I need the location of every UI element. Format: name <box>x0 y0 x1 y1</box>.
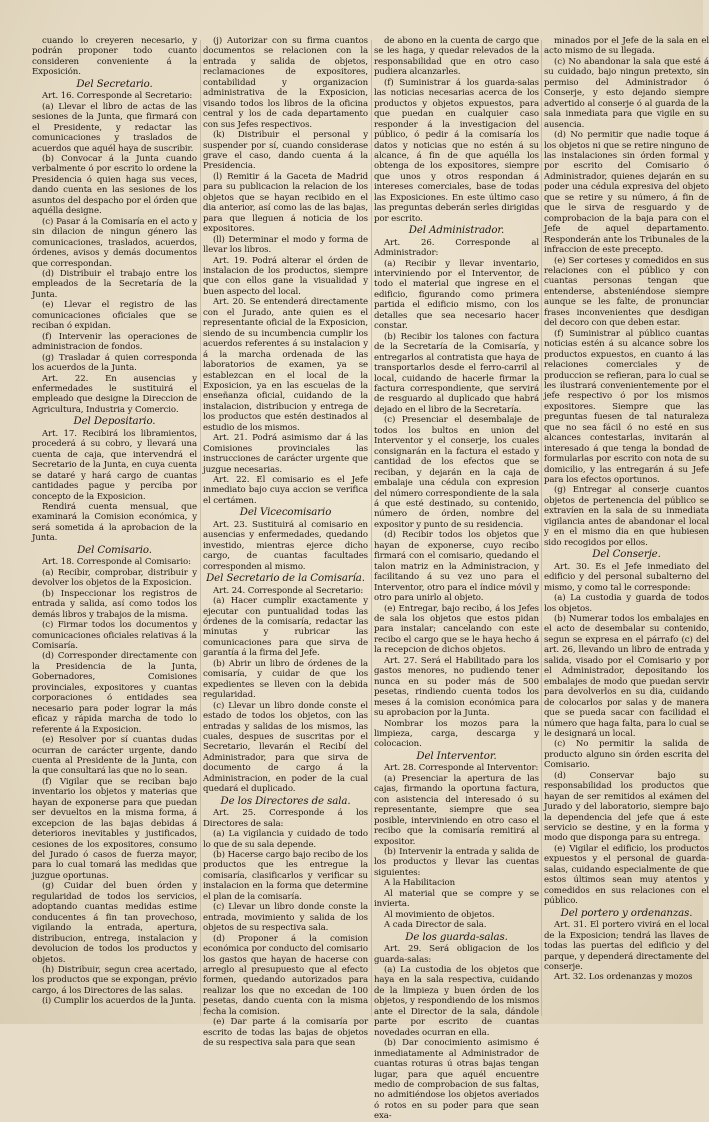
paragraph: Art. 18. Corresponde al Comisario: <box>42 557 191 568</box>
paragraph: (b) Abrir un libro de órdenes de la comisaría, y cuidar de que los expedientes se lleven con la debida regularidad. <box>203 658 368 701</box>
paragraph: (h) Distribuir, segun crea acertado, los productos que se expongan, prévio cargo, á los Directores de las salas. <box>32 965 197 996</box>
paragraph: Art. 24. Corresponde al Secretario: <box>213 585 364 596</box>
paragraph: (d) No permitir que nadie toque á los objetos ni que se retire ninguno de las instalaciones sin órden formal y por escrito del Comisario ó Administrador, quienes dejarán en su poder una cédula expresiva del objeto que se retire y su número, á fin de que le sirva de resguardo y de comprobacion de la baja para con el Jefe de aquel departamento. Responderán ante los Tribunales de la infraccion de este precepto. <box>544 130 709 256</box>
paragraph: (c) Llevar un libro donde conste la entrada, movimiento y salida de los objetos de su respectiva sala. <box>203 902 368 934</box>
paragraph: (i) Cumplir los acuerdos de la Junta. <box>42 996 196 1007</box>
paragraph: de abono en la cuenta de cargo que se les haga, y quedar relevados de la responsabilidad que en otro caso pudiera alcanzarles. <box>374 36 539 78</box>
paragraph: Art. 31. El portero vivirá en el local de la Exposicion; tendrá las llaves de todas las puertas del edificio y del parque, y dependerá directamente del conserje. <box>544 920 709 972</box>
paragraph: (a) Recibir, comprobar, distribuir y devolver los objetos de la Exposicion. <box>32 567 197 589</box>
section-heading: De los guarda-salas. <box>405 931 508 943</box>
paragraph: (b) Convocar á la Junta cuando verbalmente ó por escrito lo ordene la Presidencia ó quien haga sus veces, dando cuenta en las sesiones de los asuntos del despacho por el órden que aquélla designe. <box>32 154 197 217</box>
paragraph: (e) Ser corteses y comedidos en sus relaciones con el público y con cuantas personas tengan que entenderse, absteniéndose siempre aunque se les falte, de pronunciar frases inconvenientes que desdigan del decoro con que deben estar. <box>544 255 709 329</box>
paragraph: (e) Dar parte á la comisaría por escrito de todas las bajas de objetos de su respectiva sala para que sean <box>203 1017 368 1049</box>
paragraph: Art. 22. El comisario es el Jefe inmediato bajo cuya accion se verifica el certámen. <box>203 475 368 506</box>
paragraph: cuando lo creyeren necesario, y podrán proponer todo cuanto consideren conveniente á la Exposición. <box>32 36 197 78</box>
paragraph: (g) Cuidar del buen órden y regularidad de todos los servicios, adoptando cuantas medidas estime conducentes á fin tan provechoso, vigilando la entrada, apertura, distribucion, entrega, instalacion y devolucion de todos los productos y objetos. <box>32 881 197 965</box>
paragraph: (a) Presenciar la apertura de las cajas, firmando la oportuna factura, con asistencia del interesado ó su representante, siempre que sea posible, interviniendo en otro caso el recibo que la comisaría remitirá al expositor. <box>374 773 539 847</box>
paragraph: A la Habilitacion <box>384 878 456 889</box>
paragraph: (g) Trasladar á quien corresponda los acuerdos de la Junta. <box>32 352 197 374</box>
paragraph: Art. 21. Podrá asimismo dar á las Comisiones provinciales las instrucciones de carácter urgente que juzgue necesarias. <box>203 433 368 475</box>
paragraph: (e) Llevar el registro de las comunicaciones oficiales que se reciban ó expidan. <box>32 300 197 332</box>
paragraph: (c) Firmar todos los documentos y comunicaciones oficiales relativas á la Comisaría. <box>32 620 197 651</box>
paragraph: Art. 32. Los ordenanzas y mozos <box>554 972 693 983</box>
paragraph: (a) La vigilancia y cuidado de todo lo que de su sala depende. <box>203 829 368 850</box>
paragraph: Art. 27. Será el Habilitado para los gastos menores, no pudiendo tener nunca en su poder más de 500 pesetas, rindiendo cuenta todos los meses á la comision económica para su aprobacion por la Junta. <box>374 655 539 719</box>
section-heading: Del Depositario. <box>73 416 156 428</box>
paragraph: Art. 29. Será obligacion de los guarda-salas: <box>374 944 539 965</box>
paragraph: (c) No abandonar la sala que esté á su cuidado, bajo ningun pretexto, sin permiso del Administrador ó Conserje, y esto dejando siempre advertido al conserje ó al guarda de la sala inmediata para que vigile en su ausencia. <box>544 56 709 130</box>
paragraph: (d) Recibir todos los objetos que hayan de exponerse, cuyo recibo firmará con el comisario, quedando el talon matriz en la Administracion, y facilitando á su vez uno para el Interventor, otro para el índice móvil y otro para unirlo al objeto. <box>374 530 539 604</box>
section-heading: Del portero y ordenanzas. <box>560 907 693 919</box>
paragraph: Art. 17. Recibirá los libramientos, procederá á su cobro, y llevará una cuenta de caja, que intervendrá el Secretario de la Junta, en cuya cuenta se dataré y hará cargo de cuantas cantidades pague y perciba por concepto de la Exposicion. <box>32 428 197 502</box>
section-heading: Del Administrador. <box>408 225 505 237</box>
paragraph: (b) Hacerse cargo bajo recibo de los productos que les entregue la comisaría, clasificarlos y verificar su instalacion en la forma que determine el plan de la comisaría. <box>203 850 368 902</box>
paragraph: (ll) Determinar el modo y forma de llevar los libros. <box>203 234 368 256</box>
paragraph: A cada Director de sala. <box>384 920 487 931</box>
paragraph: (d) Conservar bajo su responsabilidad los productos que hayan de ser remitidos al exámen del Jurado y del laboratorio, siempre bajo la dependencia del jefe que á este servicio se destine, y en la forma y modo que disponga para su entrega. <box>544 770 709 844</box>
paragraph: (c) Llevar un libro donde conste el estado de todos los objetos, con las entradas y salidas de los mismos, las cuales, despues de suscritas por el Secretario, llevarán el Recibí del Administrador, para que sirva de documento de cargo á la Administracion, en poder de la cual quedará el duplicado. <box>203 700 368 795</box>
column-4 <box>544 36 709 1020</box>
paragraph: Art. 19. Podrá alterar el órden de instalacion de los productos, siempre que con ellos gane la visualidad y buen aspecto del local. <box>203 255 368 297</box>
paragraph: (d) Distribuir el trabajo entre los empleados de la Secretaría de la Junta. <box>32 269 197 300</box>
paragraph: (c) Presenciar el desembalaje de todos los bultos en union del Interventor y el conserje, los cuales consignarán en la factura el estado y cantidad de los efectos que se reciban, y dejarán en la caja de embalaje una cédula con expresion del número correspondiente de la sala á que esté destinado, su contenido, número de órden, nombre del expositor y punto de su residencia. <box>374 415 539 530</box>
paragraph: (d) Proponer á la comision económica por conducto del comisario los gastos que hayan de hacerse con arreglo al presupuesto que al efecto formen, quedando autorizados para realizar los que no excedan de 100 pesetas, dando cuenta con la misma fecha la comision. <box>203 933 368 1017</box>
paragraph: (b) Numerar todos los embalajes en el acto de desembalar su contenido, segun se expresa en el párrafo (c) del art. 26, llevando un libro de entrada y salida, visado por el Comisario y por el Administrador, depositando los embalajes de modo que puedan servir para devolverlos en su dia, cuidando de colocarlos por salas y de manera que se pueda sacar con facilidad el número que haga falta, para lo cual se le designará un local. <box>544 613 709 739</box>
section-heading: Del Vicecomisario <box>239 507 332 519</box>
paragraph: (c) No permitir la salida de producto alguno sin órden escrita del Comisario. <box>544 739 709 771</box>
paragraph: Art. 30. Es el Jefe inmediato del edificio y del personal subalterno del mismo, y como tal le corresponde: <box>544 561 709 593</box>
paragraph: (a) Hacer cumplir exactamente y ejecutar con puntualidad todas las órdenes de la comisaría, redactar las minutas y rubricar las comunicaciones para que sirva de garantía á la firma del Jefe. <box>203 596 368 659</box>
paragraph: Art. 16. Corresponde al Secretario: <box>42 91 193 102</box>
paragraph: (b) Recibir los talones con factura de la Secretaría de la Comisaría, y entregarlos al contratista que haya de transportarlos desde el ferro-carril al local, cuidando de hacerle firmar la factura correspondiente, que servirá de resguardo al duplicado que habrá dejado en el libro de la Secretaría. <box>374 331 539 415</box>
paragraph: Al material que se compre y se invierta. <box>374 888 539 910</box>
section-heading: Del Conserje. <box>592 549 661 561</box>
paragraph: Art. 25. Corresponde á los Directores de sala: <box>203 808 368 829</box>
paragraph: (f) Vigilar que se reciban bajo inventario los objetos y materias que hayan de exponerse para que puedan ser devueltos en la misma forma, á excepcion de las bajas debidas á deterioros inevitables y justificados, cesiones de los expositores, consumo del Jurado ó casos de fuerza mayor, para lo cual tomará las medidas que juzgue oportunas. <box>32 776 197 881</box>
section-heading: Del Secretario. <box>76 78 153 90</box>
section-heading: Del Secretario de la Comisaría. <box>206 573 365 585</box>
section-heading: Del Interventor. <box>416 750 497 762</box>
section-heading: Del Comisario. <box>77 544 152 556</box>
section-heading: De los Directores de sala. <box>220 795 351 807</box>
paragraph: (b) Intervenir la entrada y salida de los productos y llevar las cuentas siguientes: <box>374 846 539 878</box>
paragraph: (l) Remitir á la Gaceta de Madrid para su publicacion la relacion de los objetos que se hayan recibido en el dia anterior, así como las de las bajas, para que lleguen á noticia de los expositores. <box>203 171 368 235</box>
paragraph: Art. 23. Sustituirá al comisario en ausencias y enfermedades, quedando investido, mientras ejerce dicho cargo, de cuantas facultades corresponden al mismo. <box>203 519 368 572</box>
paragraph: Al movimiento de objetos. <box>384 909 495 920</box>
paragraph: (a) La custodia de los objetos que haya en la sala respectiva, cuidando de la limpieza y buen órden de los objetos, y respondiendo de los mismos ante el Director de la sala, dándole parte por escrito de cuantas novedades ocurran en ella. <box>374 965 539 1038</box>
paragraph: (e) Resolver por sí cuantas dudas ocurran de carácter urgente, dando cuenta al Presidente de la Junta, con la que consultará las que no lo sean. <box>32 735 197 777</box>
paragraph: (a) Recibir y llevar inventario, interviniendo por el Interventor, de todo el material que ingrese en el edificio, figurando como primera partida el edificio mismo, con los detalles que sea necesario hacer constar. <box>374 258 539 332</box>
paragraph: (a) La custodia y guarda de todos los objetos. <box>544 593 709 614</box>
column-3 <box>374 36 539 1122</box>
paragraph: Nombrar los mozos para la limpieza, carga, descarga y colocacion. <box>374 718 539 750</box>
paragraph: (d) Corresponder directamente con la Presidencia de la Junta, Gobernadores, Comisiones provinciales, expositores y cuantas corporaciones ó entidades sea necesario para poder lograr la más eficaz y rápida marcha de todo lo referente á la Exposicion. <box>32 651 197 735</box>
paragraph: (g) Entregar al conserje cuantos objetos de pertenencia del público se extravíen en la sala de su inmediata vigilancia antes de abandonar el local y en el mismo dia en que hubiesen sido recogidos por ellos. <box>544 485 709 548</box>
paragraph: (c) Pasar á la Comisaría en el acto y sin dilacion de ningun género las comunicaciones, traslados, acuerdos, órdenes, avisos y demás documentos que correspondan. <box>32 216 197 269</box>
paragraph: (b) Dar conocimiento asimismo é inmediatamente al Administrador de cuantas roturas ú otras bajas tengan lugar, para que aquél encuentre medio de comprobacion de sus faltas, no admitiéndose los objetos averiados ó rotos en su poder para que sean exa- <box>374 1038 539 1122</box>
paragraph: Art. 26. Corresponde al Administrador: <box>374 237 539 259</box>
paragraph: (e) Entregar, bajo recibo, á los Jefes de sala los objetos que estos pidan para instalar; cancelando con este recibo el cargo que se le haya hecho á la recepcion de dichos objetos. <box>374 603 539 656</box>
paragraph: (j) Autorizar con su firma cuantos documentos se relacionen con la entrada y salida de objetos, reclamaciones de expositores, contabilidad y organizacion administrativa de la Exposicion, visando todos los libros de la oficina central y los de cada departamento con sus Jefes respectivos. <box>203 36 368 130</box>
paragraph: (f) Suministrar á los guarda-salas las noticias necesarias acerca de los productos y objetos expuestos, para que puedan en cualquier caso responder á la investigacion del público, ó pedir á la comisaría los datos y noticias que no estén á su alcance, á fin de que aquélla los obtenga de los expositores, siempre que unos y otros respondan á intereses comerciales, base de todas las Exposiciones. En este último caso las preguntas deberán serles dirigidas por escrito. <box>374 77 539 224</box>
column-rule <box>200 40 201 1016</box>
paragraph: (f) Intervenir las operaciones de administracion de fondos. <box>32 331 197 353</box>
paragraph: (f) Suministrar al público cuantas noticias estén á su alcance sobre los productos expuestos, en cuanto á las relaciones comerciales y de produccion se refieran, para lo cual se les ilustrará convenientemente por el jefe respectivo ó por los mismos expositores. Siempre que las preguntas fuesen de tal naturaleza que no sea fácil ó no esté en sus alcances contestarlas, invitarán al interesado á que tenga la bondad de formularlas por escrito con nota de su domicilio, y las entregarán á su Jefe para los efectos oportunos. <box>544 328 709 486</box>
column-1 <box>32 36 197 1020</box>
paragraph: Art. 28. Corresponde al Interventor: <box>384 763 539 774</box>
paragraph: (b) Inspeccionar los registros de entrada y salida, así como todos los demás libros y trabajos de la misma. <box>32 588 197 620</box>
column-rule <box>371 40 372 1016</box>
paragraph: (e) Vigilar el edificio, los productos expuestos y el personal de guarda-salas, cuidando especialmente de que estos últimos sean muy atentos y comedidos en sus relaciones con el público. <box>544 843 709 907</box>
paragraph: (k) Distribuir el personal y suspender por sí, cuando considerase grave el caso, dando cuenta á la Presidencia. <box>203 130 368 172</box>
column-2 <box>203 36 368 1049</box>
paragraph: Art. 20. Se entenderá directamente con el Jurado, ante quien es el representante oficial de la Exposicion, siendo de su incumbencia cumplir los acuerdos referentes á su instalacion y á la marcha ordenada de las laboratorios de examen, ya se establezcan en el local de la Exposicion, ya en las escuelas de la enseñanza oficial, cuidando de la instalacion, distribucion y entrega de los productos que estén destinados al estudio de los mismos. <box>203 297 368 433</box>
paragraph: (a) Llevar el libro de actas de las sesiones de la Junta, que firmará con el Presidente, y redactar las comunicaciones y traslados de acuerdos que aquél haya de suscribir. <box>32 101 197 154</box>
column-rule <box>541 40 542 1016</box>
paragraph: minados por el Jefe de la sala en el acto mismo de su llegada. <box>544 36 709 57</box>
paragraph: Art. 22. En ausencias y enfermedades le sustituirá el empleado que designe la Direccion de Agricultura, Industria y Comercio. <box>32 373 197 415</box>
paragraph: Rendirá cuenta mensual, que examinará la Comision económica, y será sometida á la aprobacion de la Junta. <box>32 502 197 544</box>
